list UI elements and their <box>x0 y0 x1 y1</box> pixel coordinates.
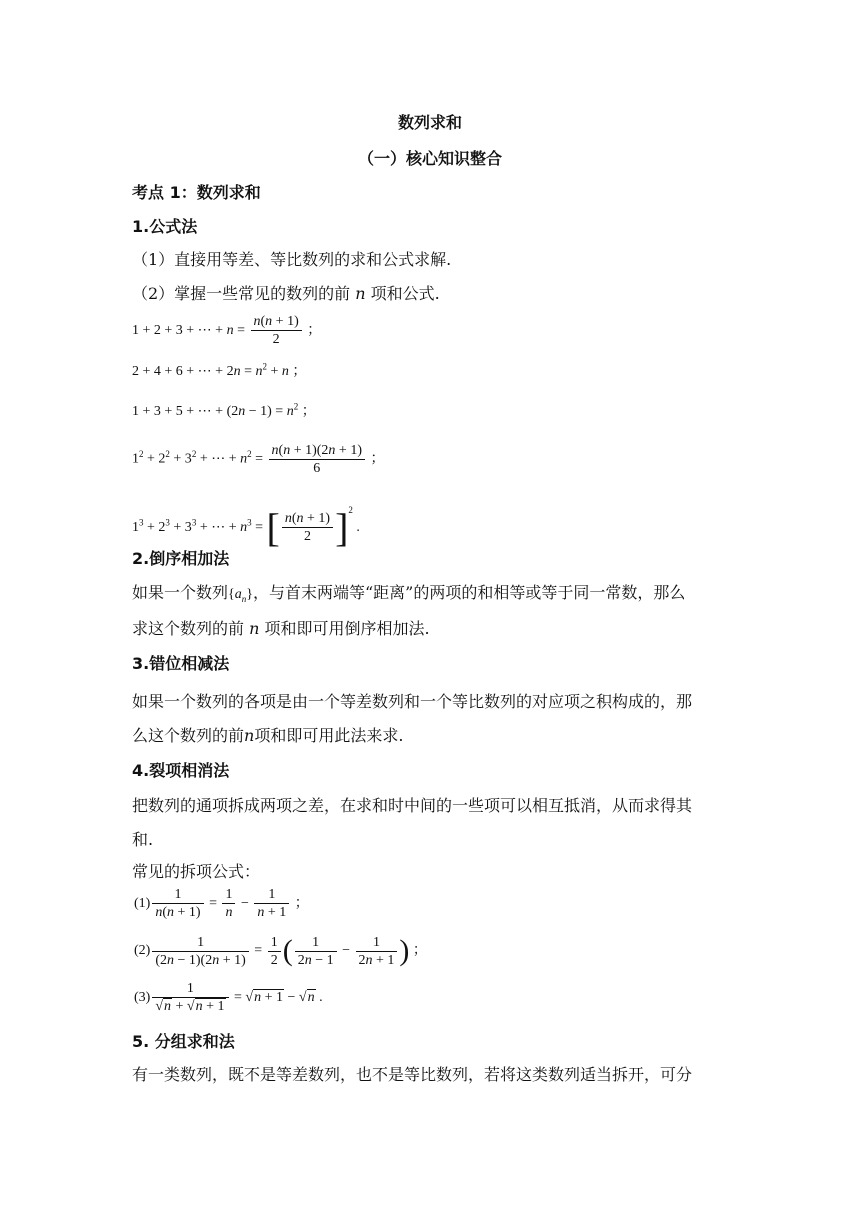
formula-sum-odd: 1 + 3 + 5 + ⋯ + $(2n - 1) = n^2$ ； <box>132 401 316 419</box>
formula-sum-squares: $1^2 + 2^2 + 3^2$ + ⋯ + $n^2$ = $\frac{n(n + 1)(2n + 1)}{6}$ ； <box>132 442 385 476</box>
method3-heading: 3.错位相减法 <box>132 654 230 673</box>
formula-sum-cubes: $1^3 + 2^3 + 3^3$ + ⋯ + $n^3$ = [ $\frac{n(n + 1)}{2}$ ]$^2$ . <box>132 504 360 550</box>
method2-line1: 如果一个数列$\{a_n\}$，与首末两端等“距离”的两项的和相等或等于同一常数，那么 <box>132 583 686 604</box>
section-subtitle: （一）核心知识整合 <box>357 149 502 168</box>
topic-heading: 考点 1：数列求和 <box>132 183 261 202</box>
split-formula-3: (3) $\frac{1}{√n + √n + 1}$ = √n + 1 − √n . <box>134 981 323 1015</box>
method2-line2: 求这个数列的前 n 项和即可用倒序相加法. <box>132 619 430 638</box>
formula-sum-n: 1 + 2 + 3 + ⋯ + n = $\frac{n(n + 1)}{2}$ ； <box>132 314 322 348</box>
method3-line2: 么这个数列的前n项和即可用此法来求. <box>132 726 404 745</box>
method5-heading: 5. 分组求和法 <box>132 1032 235 1051</box>
formula-sum-even: 2 + 4 + 6 + ⋯ + $2n = n^2 + n$ ； <box>132 361 307 379</box>
method1-heading: 1.公式法 <box>132 217 198 236</box>
method1-point2: （2）掌握一些常见的数列的前 n 项和公式. <box>132 284 440 303</box>
method4-heading: 4.裂项相消法 <box>132 761 230 780</box>
split-formula-2: (2) $\frac{1}{(2n - 1)(2n + 1)}$ = $\frac{1}{2}$ ( $\frac{1}{2n - 1}$ − $\frac{1}{2n + 1}$ ) ； <box>134 934 427 968</box>
method1-point1: （1）直接用等差、等比数列的求和公式求解. <box>132 250 452 269</box>
method2-heading: 2.倒序相加法 <box>132 549 230 568</box>
method4-line1: 把数列的通项拆成两项之差，在求和时中间的一些项可以相互抵消，从而求得其 <box>132 796 693 815</box>
method4-line2: 和. <box>132 830 154 849</box>
method4-line3: 常见的拆项公式： <box>132 862 261 881</box>
split-formula-1: (1) $\frac{1}{n(n + 1)}$ = $\frac{1}{n}$ − $\frac{1}{n + 1}$ ； <box>134 887 309 921</box>
doc-title: 数列求和 <box>397 113 462 132</box>
method3-line1: 如果一个数列的各项是由一个等差数列和一个等比数列的对应项之积构成的，那 <box>132 692 693 711</box>
method5-line1: 有一类数列，既不是等差数列，也不是等比数列，若将这类数列适当拆开，可分 <box>132 1065 693 1084</box>
